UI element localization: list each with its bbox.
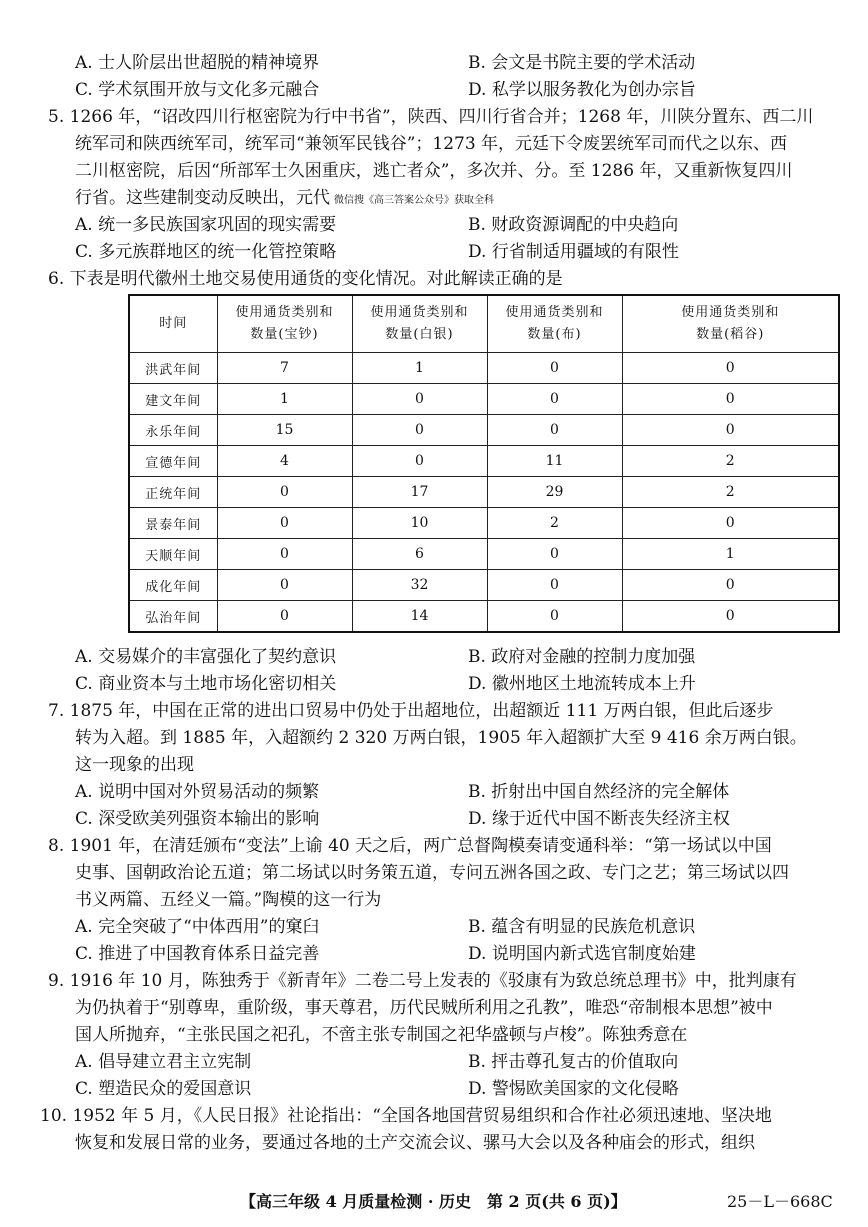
table-row [129, 539, 839, 570]
cell-value: 0 [622, 415, 839, 446]
q4-option-b: B. 会文是书院主要的学术活动 [468, 53, 696, 73]
header-baochao: 使用通货类别和 数量(宝钞) [217, 295, 352, 353]
cell-period: 天顺年间 [129, 539, 217, 570]
q5-stem-text: 行省。这些建制变动反映出，元代 [75, 188, 330, 208]
cell-value: 0 [487, 415, 622, 446]
q5-option-c: C. 多元族群地区的统一化管控策略 [75, 242, 337, 262]
q7-option-b: B. 折射出中国自然经济的完全解体 [468, 782, 730, 802]
cell-value: 0 [487, 570, 622, 601]
watermark-text: 微信搜《高三答案公众号》获取全科 [334, 195, 494, 206]
cell-value: 0 [487, 539, 622, 570]
q5-stem-line-4 [75, 185, 494, 214]
q7-stem-line-2: 转为入超。到 1885 年，入超额约 2 320 万两白银，1905 年入超额扩大至 9 416 余万两白银。 [75, 728, 807, 748]
q5-option-a: A. 统一多民族国家巩固的现实需要 [75, 215, 337, 235]
q8-stem-line-2: 史事、国朝政治论五道；第二场试以时务策五道，专问五洲各国之政、专门之艺；第三场试以四 [75, 863, 789, 883]
cell-value: 0 [487, 384, 622, 415]
cell-value: 2 [487, 508, 622, 539]
exam-code: 25－L－668C [727, 1192, 833, 1211]
table-row [129, 353, 839, 384]
q7-option-c: C. 深受欧美列强资本输出的影响 [75, 809, 320, 829]
cell-value: 1 [352, 353, 487, 384]
page-footer: 【高三年级 4 月质量检测 · 历史 第 2 页(共 6 页)】 [240, 1192, 627, 1211]
cell-value: 0 [217, 539, 352, 570]
q6-option-b: B. 政府对金融的控制力度加强 [468, 647, 696, 667]
cell-period: 正统年间 [129, 477, 217, 508]
q6-option-d: D. 徽州地区土地流转成本上升 [468, 674, 696, 694]
q10-stem-line-1: 10. 1952 年 5 月，《人民日报》社论指出：“全国各地国营贸易组织和合作社必须迅速地、坚决地 [40, 1106, 772, 1126]
cell-value: 6 [352, 539, 487, 570]
table-row [129, 384, 839, 415]
q7-option-d: D. 缘于近代中国不断丧失经济主权 [468, 809, 730, 829]
q9-option-b: B. 抨击尊孔复古的价值取向 [468, 1052, 679, 1072]
q8-option-a: A. 完全突破了“中体西用”的窠臼 [75, 917, 320, 937]
q6-option-c: C. 商业资本与土地市场化密切相关 [75, 674, 337, 694]
cell-value: 14 [352, 601, 487, 633]
q4-option-d: D. 私学以服务教化为创办宗旨 [468, 80, 696, 100]
cell-value: 0 [487, 601, 622, 633]
cell-value: 0 [487, 353, 622, 384]
cell-value: 1 [622, 539, 839, 570]
cell-value: 2 [622, 446, 839, 477]
cell-period: 弘治年间 [129, 601, 217, 633]
q9-option-c: C. 塑造民众的爱国意识 [75, 1079, 252, 1099]
cell-period: 成化年间 [129, 570, 217, 601]
cell-value: 17 [352, 477, 487, 508]
table-row [129, 570, 839, 601]
cell-value: 0 [352, 446, 487, 477]
cell-value: 0 [622, 384, 839, 415]
q7-option-a: A. 说明中国对外贸易活动的频繁 [75, 782, 320, 802]
cell-value: 10 [352, 508, 487, 539]
table-row [129, 601, 839, 633]
cell-value: 0 [622, 570, 839, 601]
q5-stem-line-2: 统军司和陕西统军司，统军司“兼领军民钱谷”；1273 年，元廷下令废罢统军司而代之以东、西 [75, 134, 788, 154]
cell-value: 32 [352, 570, 487, 601]
q9-option-a: A. 倡导建立君主立宪制 [75, 1052, 252, 1072]
table-row [129, 446, 839, 477]
header-cloth: 使用通货类别和 数量(布) [487, 295, 622, 353]
q8-stem-line-3: 书义两篇、五经义一篇。”陶模的这一行为 [75, 890, 382, 910]
cell-value: 0 [352, 415, 487, 446]
table-row [129, 508, 839, 539]
cell-period: 景泰年间 [129, 508, 217, 539]
q5-stem-line-3: 二川枢密院，后因“所部军士久困重庆，逃亡者众”，多次并、分。至 1286 年，又重新恢复四川 [75, 161, 793, 181]
cell-value: 0 [622, 353, 839, 384]
cell-value: 2 [622, 477, 839, 508]
q4-option-a: A. 士人阶层出世超脱的精神境界 [75, 53, 320, 73]
q5-option-d: D. 行省制适用疆域的有限性 [468, 242, 679, 262]
q8-stem-line-1: 8. 1901 年，在清廷颁布“变法”上谕 40 天之后，两广总督陶模奏请变通科举：“第一场试以中国 [48, 836, 772, 856]
table-row [129, 415, 839, 446]
q5-stem-line-1: 5. 1266 年，“诏改四川行枢密院为行中书省”，陕西、四川行省合并；1268 年，川陕分置东、西二川 [48, 107, 814, 127]
q7-stem-line-1: 7. 1875 年，中国在正常的进出口贸易中仍处于出超地位，出超额近 111 万两白银，但此后逐步 [48, 701, 774, 721]
cell-value: 0 [217, 570, 352, 601]
q9-stem-line-2: 为仍执着于“别尊卑，重阶级，事天尊君，历代民贼所利用之孔教”，唯恐“帝制根本思想”被中 [75, 998, 773, 1018]
q8-option-c: C. 推进了中国教育体系日益完善 [75, 944, 320, 964]
q4-option-c: C. 学术氛围开放与文化多元融合 [75, 80, 320, 100]
currency-table [128, 294, 840, 633]
cell-period: 洪武年间 [129, 353, 217, 384]
cell-value: 0 [352, 384, 487, 415]
q10-stem-line-2: 恢复和发展日常的业务，要通过各地的土产交流会议、骡马大会以及各种庙会的形式，组织 [75, 1133, 755, 1153]
q7-stem-line-3: 这一现象的出现 [75, 755, 194, 775]
cell-value: 0 [217, 477, 352, 508]
header-grain: 使用通货类别和 数量(稻谷) [622, 295, 839, 353]
q9-stem-line-1: 9. 1916 年 10 月，陈独秀于《新青年》二卷二号上发表的《驳康有为致总统总理书》中，批判康有 [48, 971, 797, 991]
cell-value: 4 [217, 446, 352, 477]
cell-period: 建文年间 [129, 384, 217, 415]
q5-option-b: B. 财政资源调配的中央趋向 [468, 215, 679, 235]
cell-value: 29 [487, 477, 622, 508]
q9-option-d: D. 警惕欧美国家的文化侵略 [468, 1079, 679, 1099]
cell-period: 宣德年间 [129, 446, 217, 477]
cell-value: 0 [622, 601, 839, 633]
q6-stem: 6. 下表是明代徽州土地交易使用通货的变化情况。对此解读正确的是 [48, 269, 563, 289]
cell-value: 0 [217, 601, 352, 633]
table-row [129, 477, 839, 508]
q6-option-a: A. 交易媒介的丰富强化了契约意识 [75, 647, 337, 667]
cell-value: 0 [217, 508, 352, 539]
q8-option-b: B. 蕴含有明显的民族危机意识 [468, 917, 696, 937]
header-time: 时间 [129, 295, 217, 353]
cell-value: 15 [217, 415, 352, 446]
table-header-row [129, 295, 839, 353]
q9-stem-line-3: 国人所抛弃，“主张民国之祀孔，不啻主张专制国之祀华盛顿与卢梭”。陈独秀意在 [75, 1025, 688, 1045]
cell-period: 永乐年间 [129, 415, 217, 446]
cell-value: 0 [622, 508, 839, 539]
q8-option-d: D. 说明国内新式选官制度始建 [468, 944, 696, 964]
header-silver: 使用通货类别和 数量(白银) [352, 295, 487, 353]
cell-value: 11 [487, 446, 622, 477]
cell-value: 1 [217, 384, 352, 415]
cell-value: 7 [217, 353, 352, 384]
